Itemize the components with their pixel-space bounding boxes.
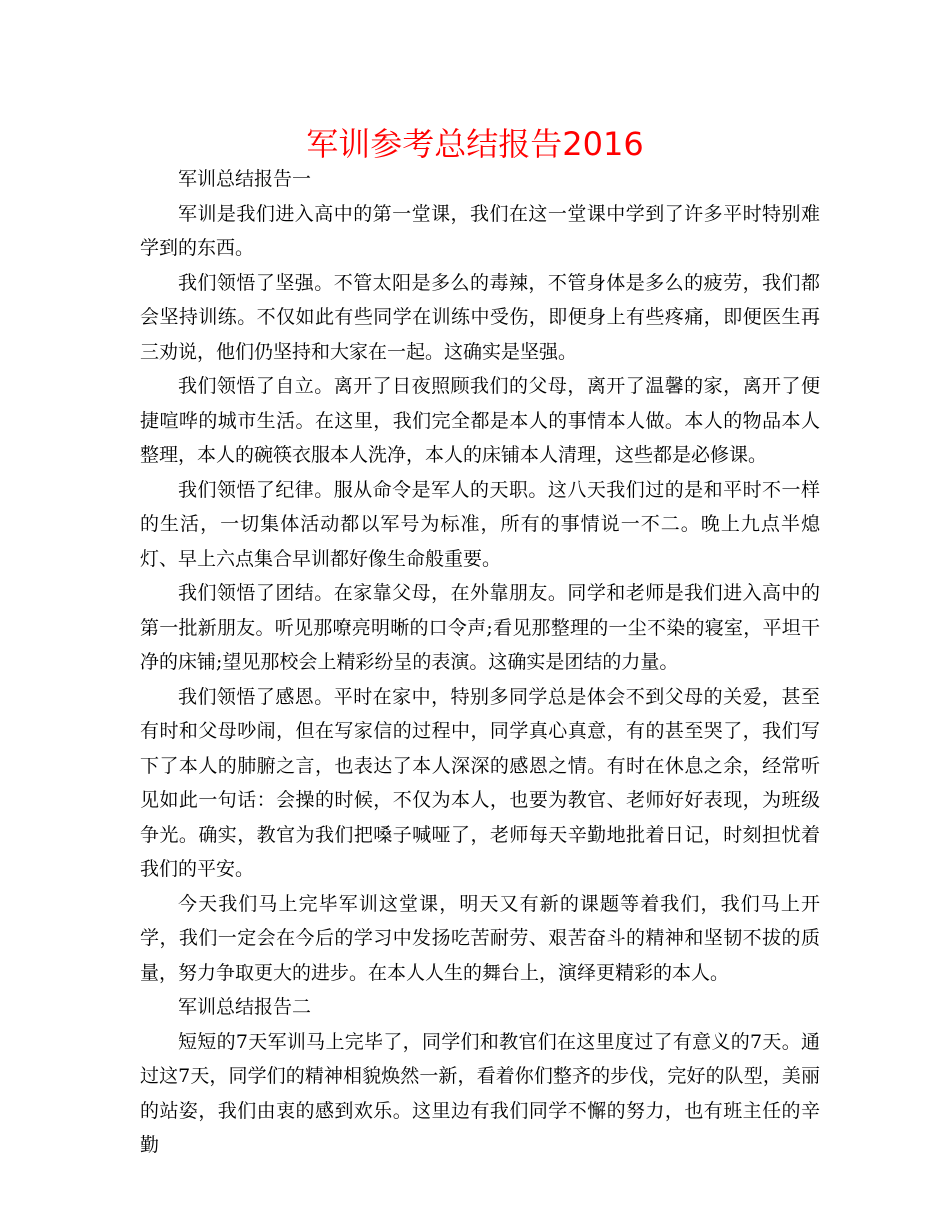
paragraph: 我们领悟了团结。在家靠父母，在外靠朋友。同学和老师是我们进入高中的第一批新朋友。听见那嘹亮明晰的口令声;看见那整理的一尘不染的寝室，平坦干净的床铺;望见那校会上精彩纷呈的表演。这确实是团结的力量。 [140,582,820,673]
paragraph: 我们领悟了纪律。服从命令是军人的天职。这八天我们过的是和平时不一样的生活，一切集体活动都以军号为标准，所有的事情说一不二。晚上九点半熄灯、早上六点集合早训都好像生命般重要。 [140,478,820,570]
section-heading-1: 军训总结报告一 [178,168,312,190]
paragraph: 我们领悟了自立。离开了日夜照顾我们的父母，离开了温馨的家，离开了便捷喧哗的城市生活。在这里，我们完全都是本人的事情本人做。本人的物品本人整理，本人的碗筷衣服本人洗净，本人的床铺本人清理，这些都是必修课。 [140,375,820,466]
paragraph: 我们领悟了坚强。不管太阳是多么的毒辣，不管身体是多么的疲劳，我们都会坚持训练。不仅如此有些同学在训练中受伤，即便身上有些疼痛，即便医生再三劝说，他们仍坚持和大家在一起。这确实是坚强。 [140,271,820,363]
section-heading-2: 军训总结报告二 [178,996,312,1018]
paragraph: 我们领悟了感恩。平时在家中，特别多同学总是体会不到父母的关爱，甚至有时和父母吵闹，但在写家信的过程中，同学真心真意，有的甚至哭了，我们写下了本人的肺腑之言，也表达了本人深深的感恩之情。有时在休息之余，经常听见如此一句话：会操的时候，不仅为本人，也要为教官、老师好好表现，为班级争光。确实，教官为我们把嗓子喊哑了，老师每天辛勤地批着日记，时刻担忧着我们的平安。 [140,685,820,880]
paragraph: 短短的7天军训马上完毕了，同学们和教官们在这里度过了有意义的7天。通过这7天，同学们的精神相貌焕然一新，看着你们整齐的步伐，完好的队型，美丽的站姿，我们由衷的感到欢乐。这里边有我们同学不懈的努力，也有班主任的辛勤 [140,1030,820,1156]
document-title: 军训参考总结报告2016 [306,125,644,163]
paragraph: 今天我们马上完毕军训这堂课，明天又有新的课题等着我们，我们马上开学，我们一定会在今后的学习中发扬吃苦耐劳、艰苦奋斗的精神和坚韧不拔的质量，努力争取更大的进步。在本人人生的舞台上，演绎更精彩的本人。 [140,892,820,984]
document-body [140,162,820,1163]
paragraph: 军训是我们进入高中的第一堂课，我们在这一堂课中学到了许多平时特别难学到的东西。 [140,202,820,259]
